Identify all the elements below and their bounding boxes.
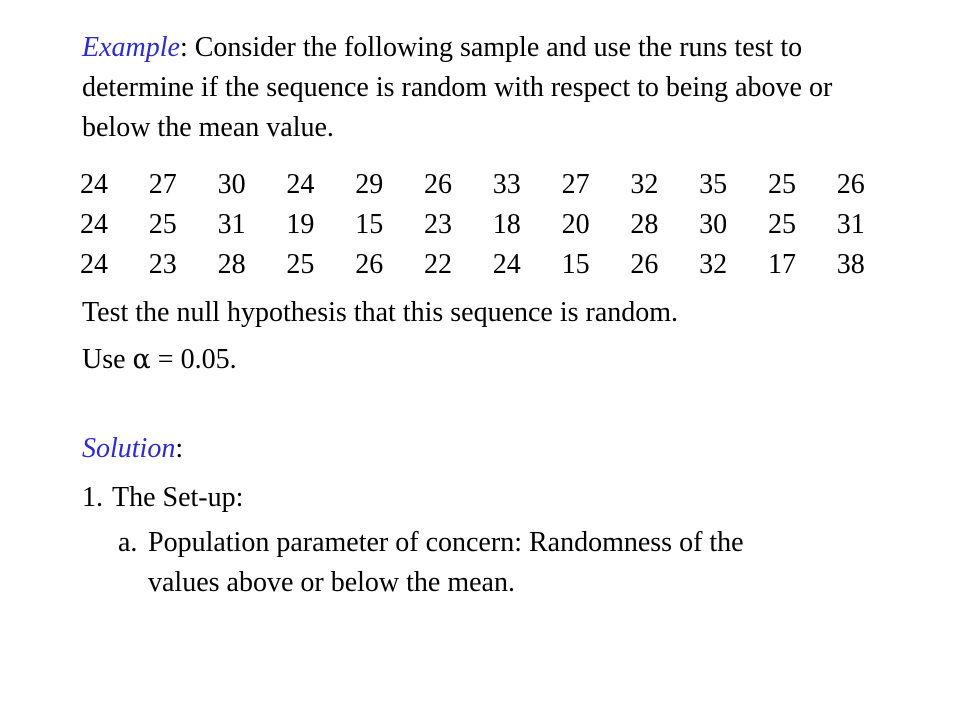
- data-cell: 15: [355, 209, 384, 240]
- step-1: [82, 478, 243, 518]
- data-cell: 25: [148, 209, 177, 240]
- data-cell: 23: [148, 249, 177, 280]
- solution-heading: [82, 429, 183, 469]
- data-cell: 27: [561, 169, 590, 200]
- data-cell: 30: [699, 209, 728, 240]
- data-cell: 24: [492, 249, 521, 280]
- step-1-number: 1.: [82, 482, 103, 513]
- solution-label: Solution: [82, 433, 176, 464]
- step-1-text: The Set-up:: [112, 482, 244, 513]
- data-cell: 28: [217, 249, 246, 280]
- data-cell: 19: [286, 209, 315, 240]
- data-row: [80, 245, 877, 285]
- step-a-line2: values above or below the mean.: [148, 567, 515, 598]
- intro-paragraph: [82, 28, 882, 148]
- data-cell: 35: [699, 169, 728, 200]
- data-cell: 15: [561, 249, 590, 280]
- alpha-value: = 0.05.: [150, 344, 237, 375]
- alpha-prefix: Use: [82, 344, 133, 375]
- data-cell: 26: [836, 169, 865, 200]
- data-cell: 25: [767, 169, 796, 200]
- data-cell: 33: [492, 169, 521, 200]
- data-cell: 38: [836, 249, 865, 280]
- data-cell: 20: [561, 209, 590, 240]
- data-cell: 24: [80, 249, 108, 280]
- data-cell: 25: [767, 209, 796, 240]
- data-cell: 32: [699, 249, 728, 280]
- data-cell: 32: [630, 169, 659, 200]
- data-cell: 28: [630, 209, 659, 240]
- data-cell: 24: [80, 169, 108, 200]
- sample-data-body: [80, 165, 877, 285]
- data-cell: 30: [217, 169, 246, 200]
- alpha-symbol: α: [132, 344, 151, 375]
- data-cell: 29: [355, 169, 384, 200]
- example-label: Example: [82, 32, 180, 63]
- step-a: [118, 523, 878, 603]
- data-cell: 26: [630, 249, 659, 280]
- data-cell: 23: [423, 209, 452, 240]
- data-cell: 24: [286, 169, 315, 200]
- alpha-line: [82, 340, 237, 380]
- example-colon: :: [179, 32, 188, 63]
- sample-data-table: [80, 165, 877, 285]
- data-cell: 31: [836, 209, 865, 240]
- data-row: [80, 205, 877, 245]
- test-hypothesis-line: Test the null hypothesis that this sequence is random.: [82, 297, 679, 328]
- data-cell: 26: [355, 249, 384, 280]
- step-a-letter: a.: [118, 527, 138, 558]
- data-cell: 24: [80, 209, 108, 240]
- data-cell: 25: [286, 249, 315, 280]
- intro-text: Consider the following sample and use the runs test to determine if the sequence is random with respect to being above or below the mean value.: [82, 32, 833, 143]
- step-a-line1: Population parameter of concern: Randomness of the: [148, 527, 744, 558]
- data-cell: 31: [217, 209, 246, 240]
- solution-colon: :: [175, 433, 184, 464]
- data-cell: 22: [423, 249, 452, 280]
- data-cell: 17: [767, 249, 796, 280]
- data-cell: 26: [423, 169, 452, 200]
- data-cell: 18: [492, 209, 521, 240]
- data-cell: 27: [148, 169, 177, 200]
- data-row: [80, 165, 877, 205]
